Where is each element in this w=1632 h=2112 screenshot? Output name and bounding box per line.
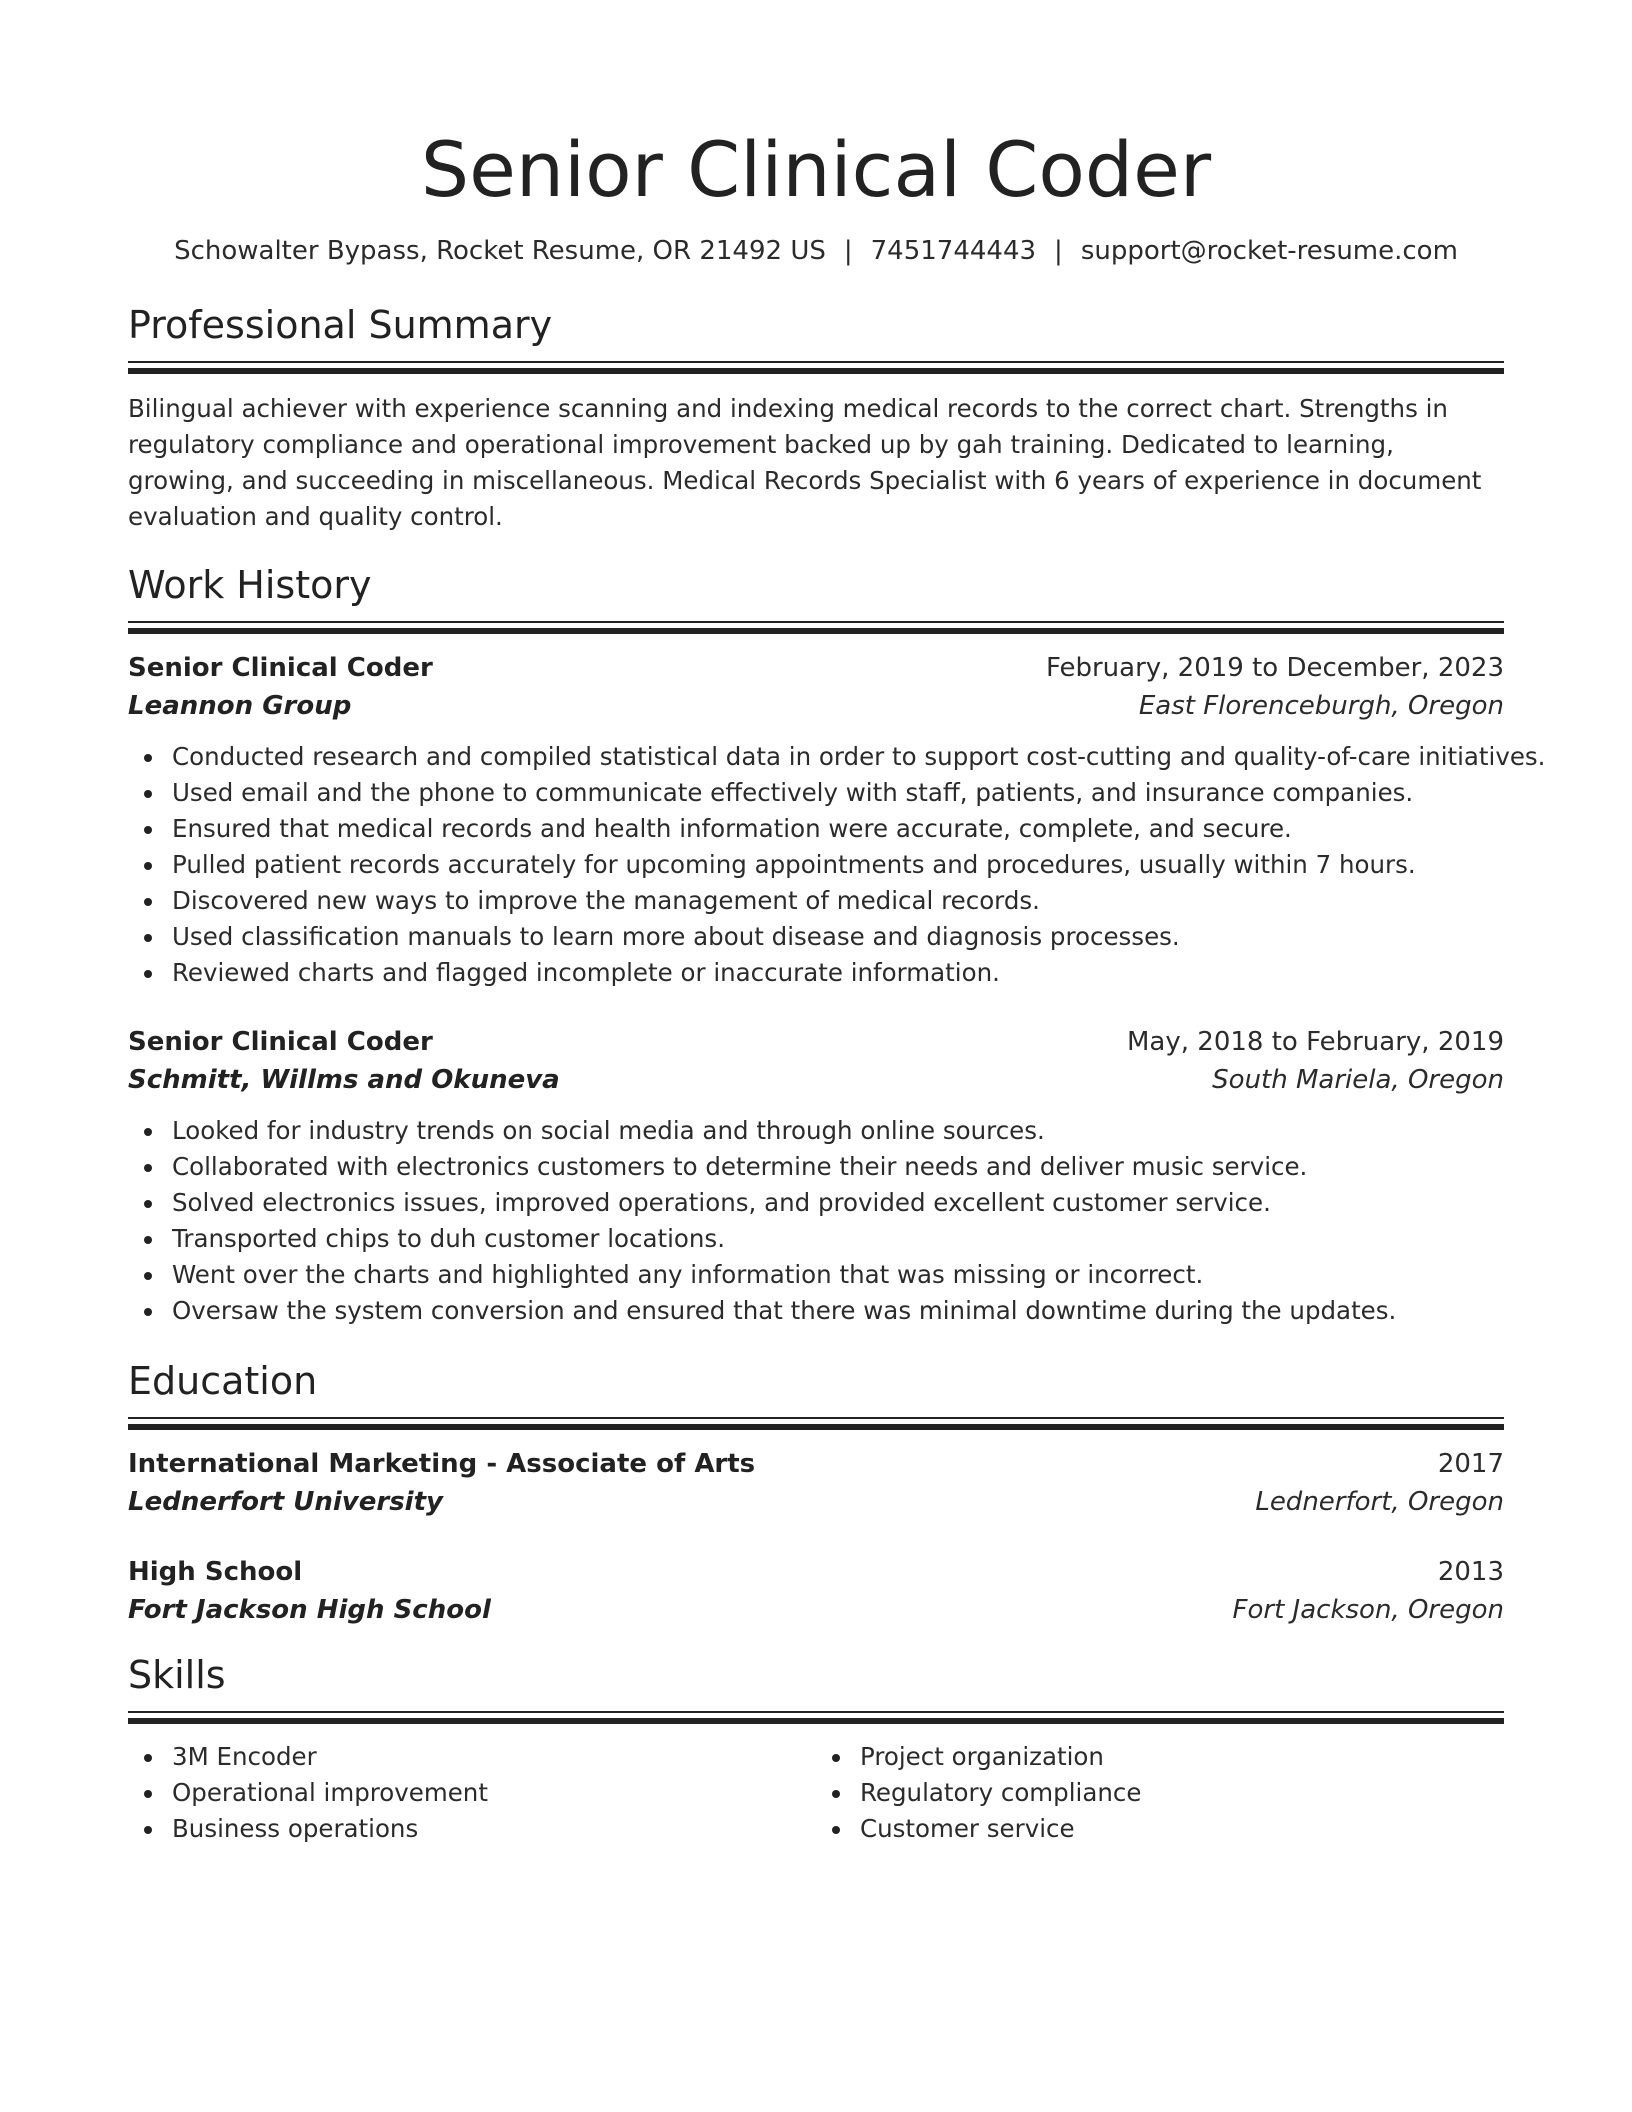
education-entry bbox=[128, 1553, 1504, 1629]
education-school: Fort Jackson High School bbox=[128, 1595, 491, 1625]
contact-phone: 7451744443 bbox=[870, 236, 1037, 266]
list-item: Collaborated with electronics customers to determine their needs and deliver music service. bbox=[172, 1149, 1504, 1185]
education-degree: International Marketing - Associate of Arts bbox=[128, 1449, 756, 1479]
education-header-row bbox=[128, 1553, 1504, 1591]
section-title-work: Work History bbox=[128, 563, 372, 607]
job-dates: February, 2019 to December, 2023 bbox=[1045, 653, 1504, 683]
job-bullets bbox=[128, 1113, 1504, 1329]
job-company: Leannon Group bbox=[128, 691, 352, 721]
education-entry bbox=[128, 1445, 1504, 1521]
contact-email: support@rocket-resume.com bbox=[1080, 236, 1458, 266]
skills-section bbox=[128, 1649, 1504, 1847]
education-school: Lednerfort University bbox=[128, 1487, 443, 1517]
section-divider bbox=[128, 621, 1504, 635]
section-divider bbox=[128, 1417, 1504, 1431]
skill-item: Business operations bbox=[172, 1811, 816, 1847]
job-company: Schmitt, Willms and Okuneva bbox=[128, 1065, 560, 1095]
list-item: Looked for industry trends on social media and through online sources. bbox=[172, 1113, 1504, 1149]
education-year: 2013 bbox=[1437, 1557, 1504, 1587]
job-company-row bbox=[128, 1061, 1504, 1099]
list-item: Ensured that medical records and health information were accurate, complete, and secure. bbox=[172, 811, 1504, 847]
summary-text: Bilingual achiever with experience scanning and indexing medical records to the correct chart. Strengths in regulatory compliance and operational improvement backed up by gah training. Dedicated to learning, growing, and succeeding in miscellaneous. Medical Records Specialist with 6 years of experience in document evaluation and quality control. bbox=[128, 394, 1482, 531]
candidate-name: Senior Clinical Coder bbox=[420, 125, 1212, 214]
section-divider bbox=[128, 361, 1504, 375]
list-item: Used email and the phone to communicate effectively with staff, patients, and insurance companies. bbox=[172, 775, 1504, 811]
education-location: Lednerfort, Oregon bbox=[1255, 1487, 1504, 1517]
list-item: Conducted research and compiled statistical data in order to support cost-cutting and quality-of-care initiatives. bbox=[172, 739, 1504, 775]
skills-grid bbox=[128, 1739, 1504, 1847]
section-divider bbox=[128, 1711, 1504, 1725]
contact-line bbox=[128, 233, 1504, 269]
education-school-row bbox=[128, 1591, 1504, 1629]
section-title-summary: Professional Summary bbox=[128, 303, 553, 347]
contact-separator: | bbox=[1054, 236, 1063, 266]
job-company-row bbox=[128, 687, 1504, 725]
skills-list bbox=[816, 1739, 1504, 1847]
list-item: Reviewed charts and flagged incomplete or inaccurate information. bbox=[172, 955, 1504, 991]
skill-item: Regulatory compliance bbox=[860, 1775, 1504, 1811]
job-header-row bbox=[128, 1023, 1504, 1061]
education-year: 2017 bbox=[1437, 1449, 1504, 1479]
skill-item: Project organization bbox=[860, 1739, 1504, 1775]
education-degree: High School bbox=[128, 1557, 303, 1587]
job-bullets bbox=[128, 739, 1546, 991]
job-header-row bbox=[128, 649, 1504, 687]
skill-item: Operational improvement bbox=[172, 1775, 816, 1811]
contact-separator: | bbox=[843, 236, 853, 266]
skills-column-right bbox=[816, 1739, 1504, 1847]
job-dates: May, 2018 to February, 2019 bbox=[1127, 1027, 1504, 1057]
list-item: Went over the charts and highlighted any information that was missing or incorrect. bbox=[172, 1257, 1504, 1293]
job-title: Senior Clinical Coder bbox=[128, 1027, 433, 1057]
contact-address: Schowalter Bypass, Rocket Resume, OR 21492 US bbox=[174, 236, 826, 266]
education-school-row bbox=[128, 1483, 1504, 1521]
job-title: Senior Clinical Coder bbox=[128, 653, 433, 683]
job-entry bbox=[128, 1023, 1504, 1329]
list-item: Discovered new ways to improve the management of medical records. bbox=[172, 883, 1504, 919]
list-item: Solved electronics issues, improved operations, and provided excellent customer service. bbox=[172, 1185, 1504, 1221]
education-location: Fort Jackson, Oregon bbox=[1232, 1595, 1504, 1625]
section-title-skills: Skills bbox=[128, 1653, 226, 1697]
job-location: South Mariela, Oregon bbox=[1212, 1065, 1504, 1095]
list-item: Transported chips to duh customer locations. bbox=[172, 1221, 1504, 1257]
skills-column-left bbox=[128, 1739, 816, 1847]
job-entry bbox=[128, 649, 1546, 991]
job-location: East Florenceburgh, Oregon bbox=[1138, 691, 1504, 721]
education-header-row bbox=[128, 1445, 1504, 1483]
list-item: Oversaw the system conversion and ensured that there was minimal downtime during the updates. bbox=[172, 1293, 1504, 1329]
list-item: Pulled patient records accurately for upcoming appointments and procedures, usually within 7 hours. bbox=[172, 847, 1504, 883]
work-history-section bbox=[128, 559, 1546, 1329]
list-item: Used classification manuals to learn more about disease and diagnosis processes. bbox=[172, 919, 1504, 955]
summary-section bbox=[128, 299, 1504, 535]
skills-list bbox=[128, 1739, 816, 1847]
section-title-education: Education bbox=[128, 1359, 318, 1403]
skill-item: 3M Encoder bbox=[172, 1739, 816, 1775]
skill-item: Customer service bbox=[860, 1811, 1504, 1847]
education-section bbox=[128, 1355, 1504, 1629]
